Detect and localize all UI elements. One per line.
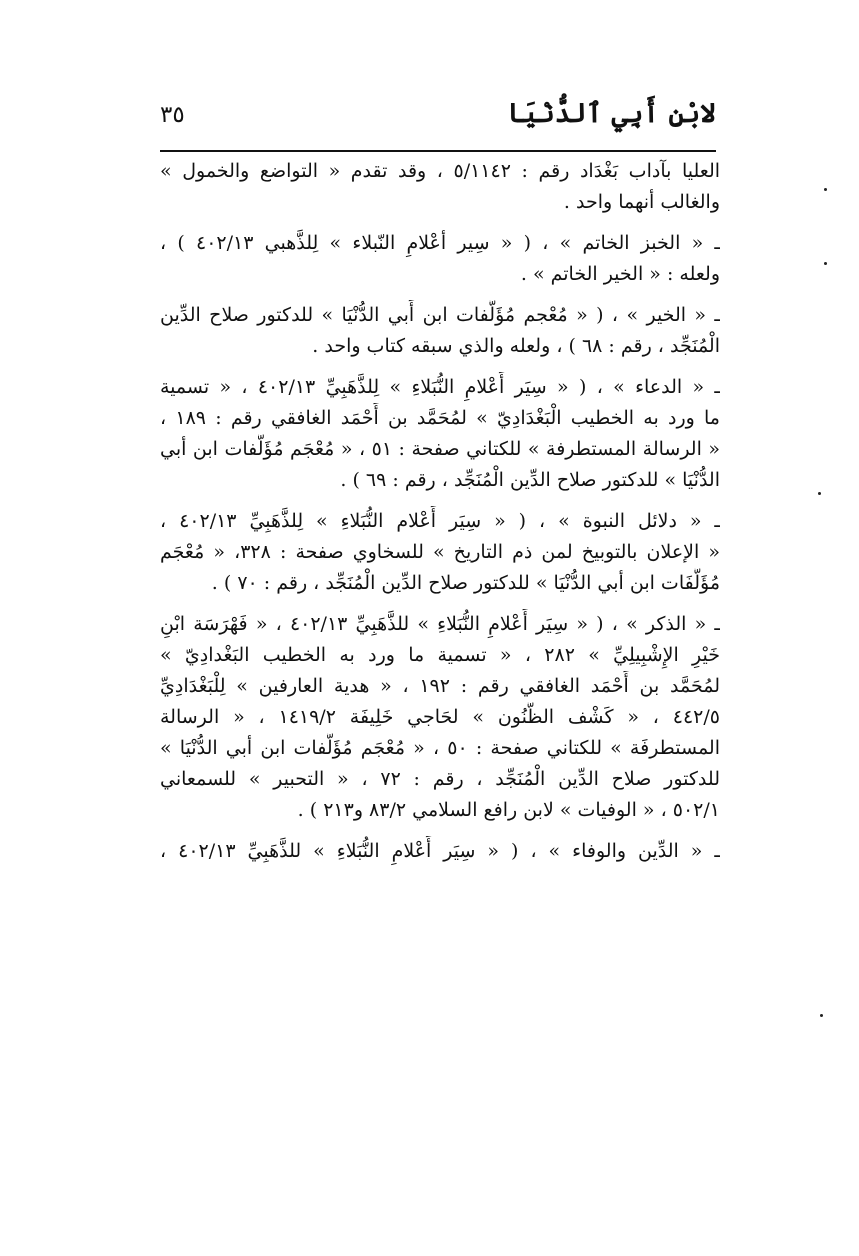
text-line: ٥٠٢/١ ، « الوفيات » لابن رافع السلامي ٨٣/٢ و٢١٣ ) . xyxy=(297,799,720,821)
entry xyxy=(160,609,720,826)
scan-speck xyxy=(824,188,827,191)
text-line: والغالب أنهما واحد . xyxy=(563,191,720,213)
text-line: ـ « الخير » ، ( « مُعْجم مُؤَلَّفات ابن أَبي الدُّنْيَا » للدكتور صلاح الدِّين xyxy=(160,304,720,326)
text-line: ما ورد به الخطيب الْبَغْدَادِيّ » لمُحَمَّد بن أَحْمَد الغافقي رقم : ١٨٩ ، xyxy=(160,407,720,429)
text-line: ٤٤٢/٥ ، « كَشْف الظُّنُون » لحَاجي خَلِيفَة ١٤١٩/٢ ، « الرسالة xyxy=(160,706,720,728)
entry xyxy=(160,836,720,867)
header-rule xyxy=(160,150,716,152)
scan-speck xyxy=(824,262,827,265)
text-line: خَيْرِ الإِشْبِيلِيِّ » ٢٨٢ ، « تسمية ما ورد به الخطيب البَغْدادِيّ » xyxy=(160,644,720,666)
scan-speck xyxy=(818,492,821,495)
page-header xyxy=(160,92,716,148)
entry xyxy=(160,506,720,599)
text-line: ـ « الدِّين والوفاء » ، ( « سِيَر أَعْلامِ النُّبَلاءِ » للذَّهَبِيِّ ٤٠٢/١٣ ، xyxy=(160,840,720,862)
text-line: « الإعلان بالتوبيخ لمن ذم التاريخ » للسخاوي صفحة : ٣٢٨، « مُعْجَم xyxy=(160,541,720,563)
body-text xyxy=(160,156,720,867)
entry xyxy=(160,228,720,290)
text-line: ـ « دلائل النبوة » ، ( « سِيَر أَعْلام النُّبَلاءِ » لِلذَّهَبِيِّ ٤٠٢/١٣ ، xyxy=(160,510,720,532)
text-line: مُؤَلَّفَات ابن أبي الدُّنْيَا » للدكتور صلاح الدِّين الْمُنَجِّد ، رقم : ٧٠ ) . xyxy=(211,572,720,594)
text-line: المستطرفَة » للكتاني صفحة : ٥٠ ، « مُعْجَم مُؤَلَّفات ابن أبي الدُّنْيَا » xyxy=(160,737,720,759)
text-line: الدُّنْيَا » للدكتور صلاح الدِّين الْمُنَجِّد ، رقم : ٦٩ ) . xyxy=(340,469,720,491)
text-line: ـ « الدعاء » ، ( « سِيَر أَعْلامِ النُّبَلاءِ » لِلذَّهَبِيِّ ٤٠٢/١٣ ، « تسمية xyxy=(160,376,720,398)
text-line: للدكتور صلاح الدِّين الْمُنَجِّد ، رقم : ٧٢ ، « التحبير » للسمعاني xyxy=(160,768,720,790)
entry xyxy=(160,300,720,362)
text-line: الْمُنَجِّد ، رقم : ٦٨ ) ، ولعله والذي سبقه كتاب واحد . xyxy=(312,335,720,357)
entry xyxy=(160,372,720,496)
text-line: « الرسالة المستطرفة » للكتاني صفحة : ٥١ ، « مُعْجَم مُؤَلَّفات ابن أبي xyxy=(160,438,720,460)
text-line: لمُحَمَّد بن أَحْمَد الغافقي رقم : ١٩٢ ، « هدية العارفين » لِلْبَغْدَادِيِّ xyxy=(160,675,720,697)
scan-speck xyxy=(820,1014,823,1017)
text-line: العليا بآداب بَغْدَاد رقم : ٥/١١٤٢ ، وقد تقدم « التواضع والخمول » xyxy=(160,160,720,182)
page-number: ٣٥ xyxy=(160,102,185,128)
text-line: ولعله : « الخير الخاتم » . xyxy=(520,263,720,285)
entry xyxy=(160,156,720,218)
text-line: ـ « الخبز الخاتم » ، ( « سِير أعْلامِ النّبلاء » لِلذَّهبي ٤٠٢/١٣ ) ، xyxy=(160,232,720,254)
text-line: ـ « الذكر » ، ( « سِيَر أَعْلامِ النُّبَلاءِ » للذَّهَبِيِّ ٤٠٢/١٣ ، « فَهْرَسَة ابْنِ xyxy=(160,613,720,635)
running-title: لابْنِ أَبِي ٱلدُّنْيَا xyxy=(507,98,716,129)
